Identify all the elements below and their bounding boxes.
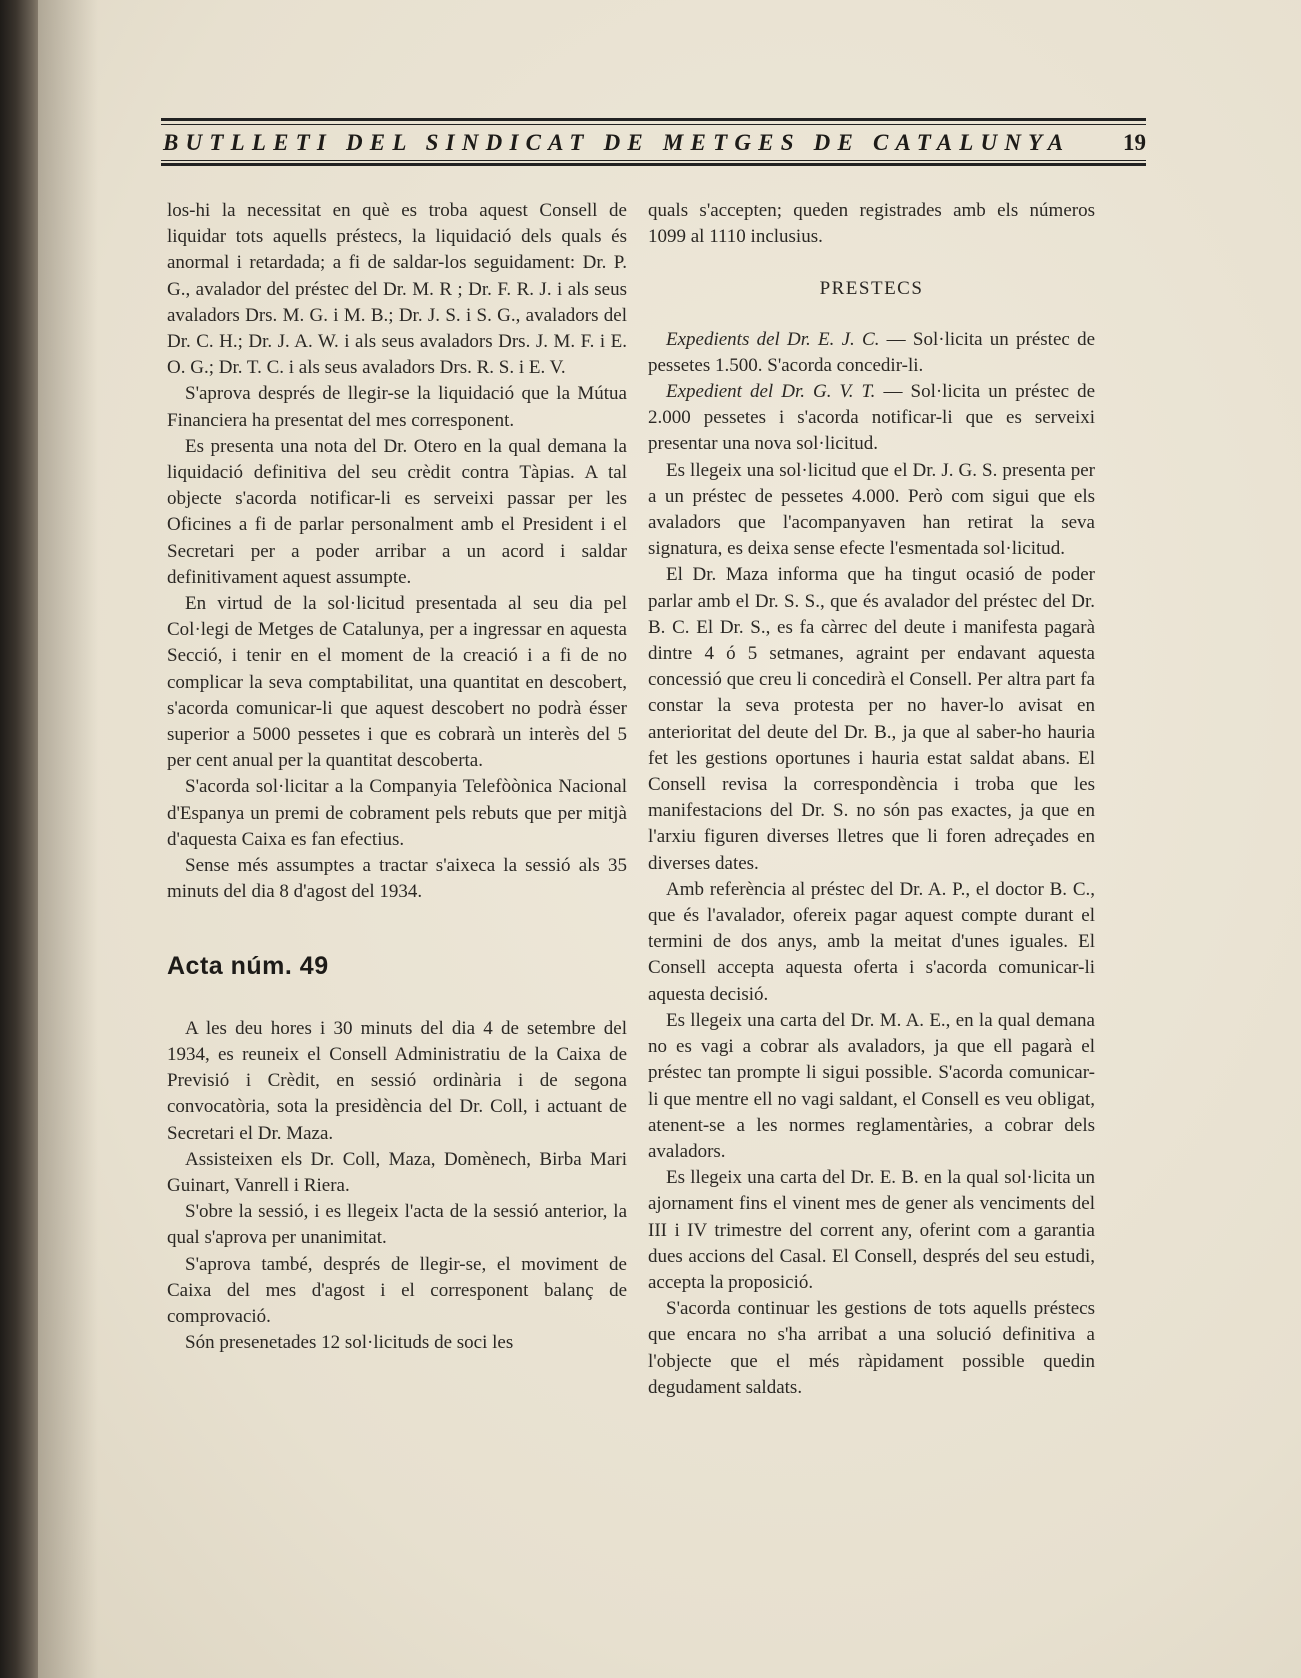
running-header <box>161 118 1146 170</box>
loan-item <box>648 379 1095 458</box>
left-column <box>167 198 627 1356</box>
header-rule-top <box>161 118 1146 121</box>
paragraph: Assisteixen els Dr. Coll, Maza, Domènech, Birba Mari Guinart, Vanrell i Riera. <box>167 1148 627 1196</box>
paragraph: quals s'accepten; queden registrades amb els números 1099 al 1110 inclusius. <box>648 200 1095 248</box>
paragraph: los-hi la necessitat en què es troba aquest Consell de liquidar tots aquells préstecs, la liquidació dels quals és anormal i retardada; a fi de saldar-los seguidament: Dr. P. G., avalador del préstec del Dr. M. R ; Dr. F. R. J. i als seus avaladors Drs. M. G. i M. B.; Dr. J. S. i S. G., avaladors del Dr. C. H.; Dr. J. A. W. i als seus avaladors Drs. J. M. F. i E. O. G.; Dr. T. C. i als seus avaladors Drs. R. S. i E. V. <box>167 200 627 379</box>
paragraph: Es llegeix una carta del Dr. E. B. en la qual sol·licita un ajornament fins el vinent mes de gener als venciments del III i IV trimestre del corrent any, oferint com a garantia dues accions del Casal. El Consell, després del seu estudi, accepta la proposició. <box>648 1167 1095 1293</box>
paragraph: En virtud de la sol·licitud presentada al seu dia pel Col·legi de Metges de Catalunya, per a ingressar en aquesta Secció, i tenir en el moment de la creació i a fi de no complicar la seva comptabilitat, una quantitat en descobert, s'acorda comunicar-li que aquest descobert no podrà ésser superior a 5000 pessetes i que es cobrarà un interès del 5 per cent anual per la quantitat descoberta. <box>167 593 627 772</box>
header-rule-bottom-thin <box>161 160 1146 161</box>
section-title-prestecs: PRESTECS <box>819 278 924 300</box>
paragraph: S'obre la sessió, i es llegeix l'acta de la sessió anterior, la qual s'aprova per unanimitat. <box>167 1201 627 1249</box>
paragraph: S'acorda continuar les gestions de tots aquells préstecs que encara no s'ha arribat a una solució definitiva a l'objecte que el més ràpidament possible quedin degudament saldats. <box>648 1298 1095 1398</box>
paragraph: Es llegeix una sol·licitud que el Dr. J. G. S. presenta per a un préstec de pessetes 4.000. Però com sigui que els avaladors que l'acompanyaven han retirat la seva signatura, es deixa sense efecte l'esmentada sol·licitud. <box>648 459 1095 560</box>
header-rule-top-thin <box>161 124 1146 125</box>
paragraph: S'aprova després de llegir-se la liquidació que la Mútua Financiera ha presentat del mes corresponent. <box>167 383 627 431</box>
acta-heading: Acta núm. 49 <box>167 952 329 981</box>
header-rule-bottom <box>161 163 1146 166</box>
paragraph: S'aprova també, després de llegir-se, el moviment de Caixa del mes d'agost i el corresponent balanç de comprovació. <box>167 1253 627 1327</box>
paragraph: S'acorda sol·licitar a la Companyia Telefòònica Nacional d'Espanya un premi de cobrament pels rebuts que per mitjà d'aquesta Caixa es fan efectius. <box>167 776 627 850</box>
loan-item-label: Expedients del Dr. E. J. C. <box>666 328 880 350</box>
journal-title: BUTLLETI DEL SINDICAT DE METGES DE CATALUNYA <box>163 130 1071 155</box>
gutter-shadow <box>38 0 98 1678</box>
paragraph: Es presenta una nota del Dr. Otero en la qual demana la liquidació definitiva del seu crèdit contra Tàpias. A tal objecte s'acorda notificar-li es serveixi passar per les Oficines a fi de parlar personalment amb el President i el Secretari per a poder arribar a un acord i saldar definitivament aquest assumpte. <box>167 435 627 588</box>
loan-item-label: Expedient del Dr. G. V. T. <box>666 381 876 403</box>
loan-item-text: — Sol·licita un préstec de pessetes 1.500. S'acorda concedir-li. <box>648 328 1095 376</box>
paragraph: Amb referència al préstec del Dr. A. P., el doctor B. C., que és l'avalador, ofereix pagar aquest compte durant el termini de dos anys, amb la meitat d'unes iguales. El Consell accepta aquesta oferta i s'acorda comunicar-li aquesta decisió. <box>648 878 1095 1005</box>
loan-item-text: — Sol·licita un préstec de 2.000 pessetes i s'acorda notificar-li que es serveixi presentar una nova sol·licitud. <box>648 381 1096 455</box>
paragraph: El Dr. Maza informa que ha tingut ocasió de poder parlar amb el Dr. S. S., que és avalador del préstec del Dr. B. C. El Dr. S., es fa càrrec del deute i manifesta pagarà dintre 4 ó 5 setmanes, agraint per endavant aquesta concessió que creu li concedirà el Consell. Per altra part fa constar la seva protesta per no haver-lo avisat en anterioritat del deute del Dr. B., ja que al saber-ho hauria fet les gestions oportunes i hauria estat saldat abans. El Consell revisa la correspondència i troba que les manifestacions del Dr. S. no són pas exactes, ja que en l'arxiu figuren diverses lletres que li foren adreçades en diverses dates. <box>648 564 1095 874</box>
scan-background-edge <box>0 0 40 1678</box>
loan-item <box>648 327 1095 379</box>
paragraph: A les deu hores i 30 minuts del dia 4 de setembre del 1934, es reuneix el Consell Administratiu de la Caixa de Previsió i Crèdit, en sessió ordinària i de segona convocatòria, sota la presidència del Dr. Coll, i actuant de Secretari el Dr. Maza. <box>167 1017 627 1144</box>
paragraph: Sense més assumptes a tractar s'aixeca la sessió als 35 minuts del dia 8 d'agost del 1934. <box>167 855 627 903</box>
paragraph: Són presenetades 12 sol·licituds de soci les <box>185 1332 514 1354</box>
paragraph: Es llegeix una carta del Dr. M. A. E., en la qual demana no es vagi a cobrar als avaladors, ja que ell pagarà el préstec tan prompte li sigui possible. S'acorda comunicar-li que mentre ell no vagi saldant, el Consell es veu obligat, atenent-se a les normes reglamentàries, a cobrar dels avaladors. <box>648 1009 1095 1162</box>
page <box>38 0 1301 1678</box>
page-number: 19 <box>1123 130 1146 155</box>
right-column <box>648 198 1095 1401</box>
